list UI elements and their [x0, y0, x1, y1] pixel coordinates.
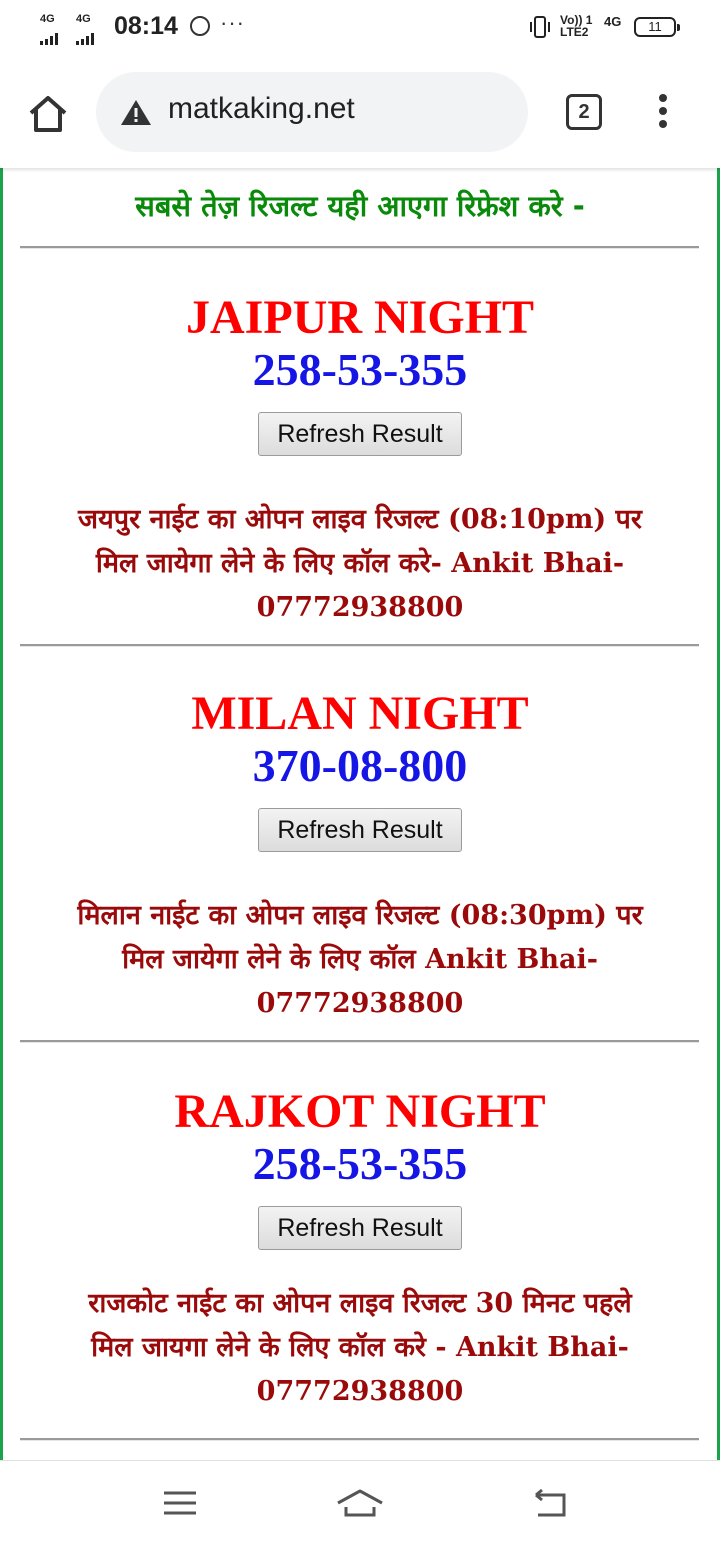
volte-indicator	[560, 14, 592, 38]
battery-icon: 11	[634, 17, 676, 37]
clock: 08:14	[114, 12, 178, 40]
vibrate-icon	[528, 14, 552, 40]
more-notifications-icon: ···	[220, 10, 245, 35]
system-nav-bar	[0, 1460, 720, 1545]
game-title: MILAN NIGHT	[191, 687, 529, 740]
phone-number: 07772938800	[256, 988, 464, 1019]
sim2-network-label: 4G	[76, 13, 91, 25]
menu-icon[interactable]	[160, 1485, 200, 1521]
whatsapp-icon	[190, 16, 210, 36]
game-result: 258-53-355	[252, 1138, 468, 1189]
game-card-milan-night	[0, 686, 720, 852]
phone-number: 07772938800	[256, 592, 464, 623]
divider	[20, 246, 699, 249]
url-text[interactable]: matkaking.net	[168, 92, 355, 125]
address-bar[interactable]	[96, 72, 528, 152]
network-type: 4G	[604, 14, 622, 29]
description-line: राजकोट नाईट का ओपन लाइव रिजल्ट 30 मिनट पहले	[88, 1288, 632, 1319]
game-result: 370-08-800	[252, 740, 468, 791]
divider	[20, 644, 699, 647]
sim2-signal-icon	[76, 26, 96, 38]
refresh-result-button[interactable]: Refresh Result	[258, 1206, 462, 1250]
sim1-signal-icon	[40, 26, 60, 38]
game-title: JAIPUR NIGHT	[185, 291, 535, 344]
back-icon[interactable]	[530, 1485, 570, 1521]
status-bar	[0, 0, 720, 56]
browser-toolbar	[0, 56, 720, 168]
game-card-jaipur-night	[0, 290, 720, 456]
game-description	[20, 498, 700, 630]
game-title: RAJKOT NIGHT	[174, 1085, 546, 1138]
description-line: मिल जायेगा लेने के लिए कॉल करे- Ankit Bhai-	[95, 548, 625, 579]
refresh-result-button[interactable]: Refresh Result	[258, 808, 462, 852]
description-line: मिल जायगा लेने के लिए कॉल करे - Ankit Bhai-	[91, 1332, 629, 1363]
description-line: जयपुर नाईट का ओपन लाइव रिजल्ट (08:10pm) पर	[78, 504, 642, 535]
description-line: मिल जायेगा लेने के लिए कॉल Ankit Bhai-	[122, 944, 598, 975]
divider	[20, 1040, 699, 1043]
refresh-banner: सबसे तेज़ रिजल्ट यही आएगा रिफ्रेश करे -	[135, 189, 585, 223]
phone-number: 07772938800	[256, 1376, 464, 1407]
home-icon[interactable]	[26, 92, 70, 136]
refresh-result-button[interactable]: Refresh Result	[258, 412, 462, 456]
game-description	[20, 894, 700, 1026]
divider	[20, 1438, 699, 1441]
home-nav-icon[interactable]	[336, 1485, 384, 1521]
game-card-rajkot-night	[0, 1084, 720, 1250]
page-content	[0, 168, 720, 1460]
volte-line2: LTE2	[560, 25, 589, 39]
game-result: 258-53-355	[252, 344, 468, 395]
volte-line1: Vo)) 1	[560, 13, 593, 27]
overflow-menu-icon[interactable]	[650, 94, 676, 132]
game-description	[20, 1282, 700, 1414]
description-line: मिलान नाईट का ओपन लाइव रिजल्ट (08:30pm) पर	[77, 900, 643, 931]
tab-switcher-button[interactable]: 2	[566, 94, 602, 130]
warning-icon[interactable]	[120, 98, 152, 126]
sim1-network-label: 4G	[40, 13, 55, 25]
